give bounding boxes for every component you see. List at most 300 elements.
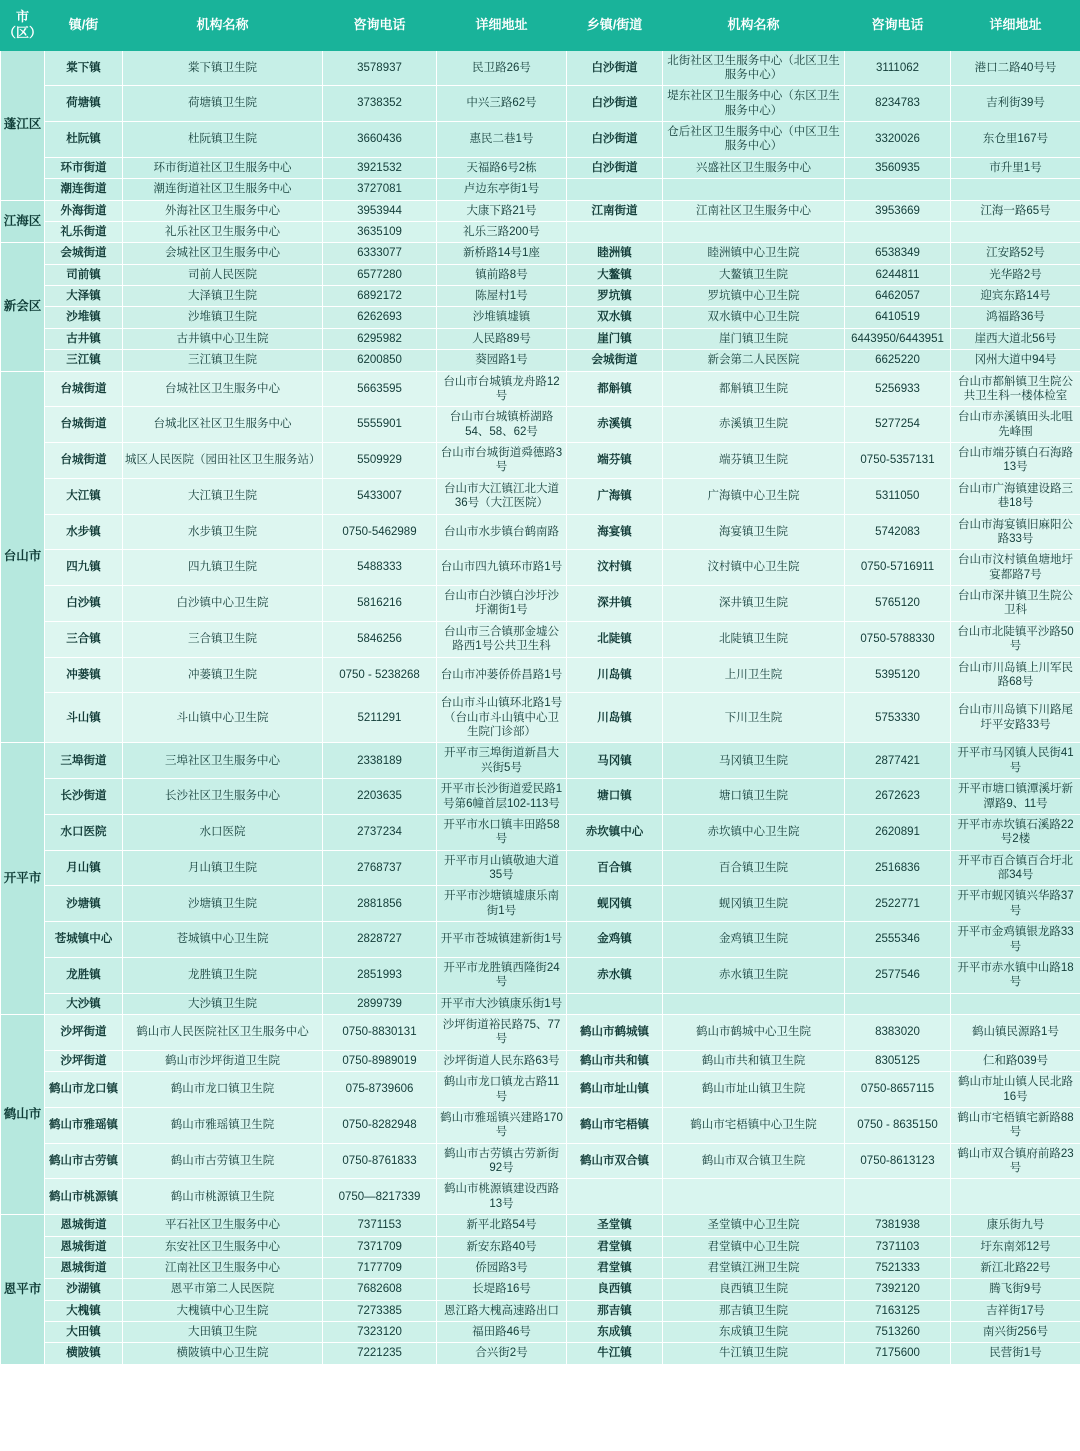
cell-address-left: 人民路89号 [437,328,567,349]
table-body [1,50,1080,1364]
cell-town-right: 江南街道 [567,200,663,221]
cell-address-right: 台山市川岛镇下川路尾圩平安路33号 [951,693,1080,743]
cell-phone-right: 5765120 [845,586,951,622]
header-institution-right: 机构名称 [663,1,845,51]
cell-address-left: 沙堆镇墟镇 [437,307,567,328]
cell-town-right: 塘口镇 [567,779,663,815]
cell-institution-right: 赤坎镇中心卫生院 [663,814,845,850]
cell-institution-left: 大槐镇中心卫生院 [123,1300,323,1321]
cell-town-left: 鹤山市雅瑶镇 [45,1107,123,1143]
cell-town-right: 川岛镇 [567,657,663,693]
cell-address-right: 开平市塘口镇潭溪圩新潭路9、11号 [951,779,1080,815]
cell-town-right: 双水镇 [567,307,663,328]
cell-phone-left: 5663595 [323,371,437,407]
cell-town-left: 台城街道 [45,407,123,443]
cell-institution-left: 沙塘镇卫生院 [123,886,323,922]
cell-phone-left: 2737234 [323,814,437,850]
cell-institution-left: 潮连街道社区卫生服务中心 [123,179,323,200]
cell-address-left: 民卫路26号 [437,50,567,86]
cell-address-left: 开平市苍城镇建新街1号 [437,922,567,958]
table-row [1,1072,1080,1108]
table-row [1,478,1080,514]
cell-town-left: 荷塘镇 [45,86,123,122]
cell-phone-right [845,179,951,200]
cell-town-left: 白沙镇 [45,586,123,622]
header-phone-right: 咨询电话 [845,1,951,51]
cell-address-left: 新安东路40号 [437,1236,567,1257]
cell-town-left: 环市街道 [45,157,123,178]
cell-institution-left: 龙胜镇卫生院 [123,957,323,993]
cell-phone-left: 7177709 [323,1257,437,1278]
cell-address-right: 鹤山镇民源路1号 [951,1015,1080,1051]
cell-address-left: 鹤山市雅瑶镇兴建路170号 [437,1107,567,1143]
cell-phone-right: 5277254 [845,407,951,443]
cell-institution-left: 礼乐社区卫生服务中心 [123,221,323,242]
cell-address-left: 台山市四九镇环市路1号 [437,550,567,586]
cell-phone-right [845,1179,951,1215]
cell-address-right: 迎宾东路14号 [951,286,1080,307]
cell-town-right: 罗坑镇 [567,286,663,307]
cell-town-left: 潮连街道 [45,179,123,200]
table-row [1,328,1080,349]
cell-town-right: 深井镇 [567,586,663,622]
cell-phone-right: 3320026 [845,122,951,158]
cell-institution-left: 斗山镇中心卫生院 [123,693,323,743]
cell-phone-right: 7513260 [845,1322,951,1343]
table-row [1,514,1080,550]
cell-town-left: 台城街道 [45,371,123,407]
region-cell: 开平市 [1,743,45,1015]
cell-phone-right: 7392120 [845,1279,951,1300]
cell-address-left: 惠民二巷1号 [437,122,567,158]
cell-town-right [567,221,663,242]
cell-town-left: 沙坪街道 [45,1015,123,1051]
header-city: 市（区） [1,1,45,51]
cell-institution-right: 兴盛社区卫生服务中心 [663,157,845,178]
cell-address-left: 新桥路14号1座 [437,243,567,264]
header-address-right: 详细地址 [951,1,1080,51]
cell-institution-right: 堤东社区卫生服务中心（东区卫生服务中心） [663,86,845,122]
cell-institution-left: 江南社区卫生服务中心 [123,1257,323,1278]
cell-address-right: 冈州大道中94号 [951,350,1080,371]
table-row [1,1215,1080,1236]
cell-address-right: 南兴街256号 [951,1322,1080,1343]
cell-address-right: 开平市赤水镇中山路18号 [951,957,1080,993]
cell-phone-left: 7323120 [323,1322,437,1343]
table-row [1,179,1080,200]
cell-address-left: 合兴街2号 [437,1343,567,1364]
table-row [1,743,1080,779]
cell-institution-left: 月山镇卫生院 [123,850,323,886]
cell-institution-left: 三合镇卫生院 [123,621,323,657]
table-row [1,264,1080,285]
cell-phone-left: 7371153 [323,1215,437,1236]
cell-phone-left: 2899739 [323,993,437,1014]
cell-phone-left: 6200850 [323,350,437,371]
cell-address-right: 江海一路65号 [951,200,1080,221]
cell-town-left: 水口医院 [45,814,123,850]
cell-address-left: 大康下路21号 [437,200,567,221]
cell-address-right: 吉祥街17号 [951,1300,1080,1321]
cell-institution-right: 仓后社区卫生服务中心（中区卫生服务中心） [663,122,845,158]
cell-phone-left: 2851993 [323,957,437,993]
cell-town-right: 圣堂镇 [567,1215,663,1236]
cell-institution-left: 鹤山市龙口镇卫生院 [123,1072,323,1108]
cell-town-right: 广海镇 [567,478,663,514]
cell-phone-right: 5256933 [845,371,951,407]
cell-town-right: 会城街道 [567,350,663,371]
cell-town-left: 外海街道 [45,200,123,221]
region-cell: 新会区 [1,243,45,371]
cell-phone-left: 2828727 [323,922,437,958]
cell-phone-left: 7221235 [323,1343,437,1364]
cell-address-left: 鹤山市龙口镇龙古路11号 [437,1072,567,1108]
cell-institution-right: 双水镇中心卫生院 [663,307,845,328]
cell-phone-right: 2620891 [845,814,951,850]
cell-town-right: 牛江镇 [567,1343,663,1364]
header-institution-left: 机构名称 [123,1,323,51]
cell-address-left: 鹤山市桃源镇建设西路13号 [437,1179,567,1215]
table-row [1,371,1080,407]
cell-address-left: 天福路6号2栋 [437,157,567,178]
table-row [1,350,1080,371]
cell-town-left: 鹤山市古劳镇 [45,1143,123,1179]
cell-phone-right: 5311050 [845,478,951,514]
cell-phone-right: 2577546 [845,957,951,993]
cell-institution-right: 鹤山市址山镇卫生院 [663,1072,845,1108]
cell-phone-left: 0750-8282948 [323,1107,437,1143]
cell-institution-left: 台城社区卫生服务中心 [123,371,323,407]
cell-town-left: 司前镇 [45,264,123,285]
cell-address-left: 福田路46号 [437,1322,567,1343]
cell-phone-left: 6262693 [323,307,437,328]
cell-phone-left: 0750—8217339 [323,1179,437,1215]
cell-town-left: 水步镇 [45,514,123,550]
cell-institution-right: 塘口镇卫生院 [663,779,845,815]
cell-institution-right [663,221,845,242]
cell-town-right: 鹤山市址山镇 [567,1072,663,1108]
cell-town-right: 马冈镇 [567,743,663,779]
cell-town-right: 都斛镇 [567,371,663,407]
cell-institution-left: 三埠社区卫生服务中心 [123,743,323,779]
cell-institution-left: 东安社区卫生服务中心 [123,1236,323,1257]
cell-town-right: 东成镇 [567,1322,663,1343]
region-cell: 江海区 [1,200,45,243]
cell-institution-left: 棠下镇卫生院 [123,50,323,86]
cell-address-left: 开平市长沙街道爱民路1号第6幢首层102-113号 [437,779,567,815]
cell-address-left: 开平市大沙镇康乐街1号 [437,993,567,1014]
cell-address-left: 台山市三合镇那金墟公路西1号公共卫生科 [437,621,567,657]
cell-town-right: 君堂镇 [567,1257,663,1278]
cell-institution-left: 荷塘镇卫生院 [123,86,323,122]
table-row [1,779,1080,815]
table-row [1,1236,1080,1257]
cell-town-left: 会城街道 [45,243,123,264]
cell-phone-right [845,993,951,1014]
cell-institution-right: 大鳌镇卫生院 [663,264,845,285]
cell-town-right [567,1179,663,1215]
cell-institution-left: 大田镇卫生院 [123,1322,323,1343]
table-row [1,407,1080,443]
cell-town-left: 鹤山市龙口镇 [45,1072,123,1108]
cell-town-right [567,179,663,200]
cell-address-left: 台山市斗山镇环北路1号（台山市斗山镇中心卫生院门诊部） [437,693,567,743]
cell-institution-left: 鹤山市雅瑶镇卫生院 [123,1107,323,1143]
table-row [1,157,1080,178]
cell-town-right: 白沙街道 [567,122,663,158]
cell-phone-right: 2555346 [845,922,951,958]
cell-institution-right: 深井镇卫生院 [663,586,845,622]
cell-institution-right: 赤水镇卫生院 [663,957,845,993]
cell-institution-right: 汶村镇中心卫生院 [663,550,845,586]
cell-phone-left: 5211291 [323,693,437,743]
cell-phone-left: 6892172 [323,286,437,307]
cell-phone-left: 2881856 [323,886,437,922]
cell-address-right: 康乐街九号 [951,1215,1080,1236]
cell-address-right: 鹤山市址山镇人民北路16号 [951,1072,1080,1108]
cell-town-right: 睦洲镇 [567,243,663,264]
cell-institution-left: 水步镇卫生院 [123,514,323,550]
cell-address-left: 镇前路8号 [437,264,567,285]
cell-town-right: 白沙街道 [567,157,663,178]
cell-address-left: 台山市水步镇台鹤南路 [437,514,567,550]
cell-phone-left: 0750-5462989 [323,514,437,550]
cell-town-right: 鹤山市共和镇 [567,1050,663,1071]
cell-town-right: 白沙街道 [567,86,663,122]
cell-institution-right: 良西镇卫生院 [663,1279,845,1300]
cell-institution-right: 睦洲镇中心卫生院 [663,243,845,264]
cell-address-right: 鸿福路36号 [951,307,1080,328]
table-row [1,1279,1080,1300]
cell-institution-left: 鹤山市古劳镇卫生院 [123,1143,323,1179]
table-row [1,122,1080,158]
table-row [1,922,1080,958]
cell-town-right: 良西镇 [567,1279,663,1300]
cell-address-right: 台山市深井镇卫生院公卫科 [951,586,1080,622]
cell-institution-right: 赤溪镇卫生院 [663,407,845,443]
cell-phone-right: 8383020 [845,1015,951,1051]
cell-address-left: 台山市冲蒌侨侨昌路1号 [437,657,567,693]
cell-institution-right: 金鸡镇卫生院 [663,922,845,958]
cell-town-left: 沙塘镇 [45,886,123,922]
cell-institution-left: 三江镇卫生院 [123,350,323,371]
cell-phone-right: 2672623 [845,779,951,815]
table-row [1,621,1080,657]
cell-institution-right [663,1179,845,1215]
cell-address-left: 中兴三路62号 [437,86,567,122]
cell-phone-right: 5753330 [845,693,951,743]
cell-phone-left: 075-8739606 [323,1072,437,1108]
cell-phone-left: 3660436 [323,122,437,158]
cell-address-left: 开平市月山镇敬迪大道35号 [437,850,567,886]
cell-address-left: 台山市大江镇江北大道36号（大江医院） [437,478,567,514]
cell-institution-right: 广海镇中心卫生院 [663,478,845,514]
cell-address-left: 鹤山市古劳镇古劳新街92号 [437,1143,567,1179]
cell-institution-left: 台城北区社区卫生服务中心 [123,407,323,443]
cell-phone-right: 6625220 [845,350,951,371]
cell-phone-right: 0750-5788330 [845,621,951,657]
table-row [1,50,1080,86]
cell-phone-right: 0750-5357131 [845,443,951,479]
cell-town-left: 三合镇 [45,621,123,657]
cell-town-left: 恩城街道 [45,1215,123,1236]
cell-address-right [951,221,1080,242]
cell-phone-right: 6443950/6443951 [845,328,951,349]
cell-institution-right: 马冈镇卫生院 [663,743,845,779]
cell-town-left: 大泽镇 [45,286,123,307]
cell-town-right: 鹤山市双合镇 [567,1143,663,1179]
cell-institution-left: 城区人民医院（园田社区卫生服务站） [123,443,323,479]
cell-phone-right: 7521333 [845,1257,951,1278]
cell-town-left: 大江镇 [45,478,123,514]
cell-institution-right: 百合镇卫生院 [663,850,845,886]
cell-town-left: 杜阮镇 [45,122,123,158]
table-row [1,993,1080,1014]
cell-phone-right: 8305125 [845,1050,951,1071]
cell-institution-left: 平石社区卫生服务中心 [123,1215,323,1236]
cell-town-left: 苍城镇中心 [45,922,123,958]
cell-phone-left: 5488333 [323,550,437,586]
cell-institution-right: 君堂镇中心卫生院 [663,1236,845,1257]
cell-town-right: 赤坎镇中心 [567,814,663,850]
cell-phone-left: 3921532 [323,157,437,178]
cell-phone-left: 3727081 [323,179,437,200]
cell-address-left: 恩江路大槐高速路出口 [437,1300,567,1321]
header-town-right: 乡镇/街道 [567,1,663,51]
cell-address-right: 台山市都斛镇卫生院公共卫生科一楼体检室 [951,371,1080,407]
cell-institution-left: 四九镇卫生院 [123,550,323,586]
cell-address-left: 侨园路3号 [437,1257,567,1278]
cell-address-left: 卢边东亭街1号 [437,179,567,200]
table-row [1,307,1080,328]
table-row [1,814,1080,850]
cell-address-right: 新江北路22号 [951,1257,1080,1278]
table-row [1,1015,1080,1051]
cell-town-left: 沙堆镇 [45,307,123,328]
cell-phone-right: 0750-5716911 [845,550,951,586]
cell-address-left: 沙坪街道人民东路63号 [437,1050,567,1071]
cell-town-left: 大田镇 [45,1322,123,1343]
table-header-row [1,1,1080,51]
cell-institution-left: 会城社区卫生服务中心 [123,243,323,264]
cell-phone-right: 3111062 [845,50,951,86]
cell-town-left: 棠下镇 [45,50,123,86]
cell-address-left: 开平市龙胜镇西隆街24号 [437,957,567,993]
cell-phone-right: 8234783 [845,86,951,122]
cell-phone-left: 0750-8761833 [323,1143,437,1179]
cell-institution-right: 鹤山市双合镇卫生院 [663,1143,845,1179]
cell-institution-right: 圣堂镇中心卫生院 [663,1215,845,1236]
cell-town-right [567,993,663,1014]
table-row [1,550,1080,586]
table-row [1,1322,1080,1343]
cell-address-right: 鹤山市宅梧镇宅新路88号 [951,1107,1080,1143]
cell-address-left: 台山市台城街道舜德路3号 [437,443,567,479]
table-row [1,1050,1080,1071]
cell-phone-left: 0750-8989019 [323,1050,437,1071]
table-row [1,1143,1080,1179]
region-cell: 鹤山市 [1,1015,45,1215]
cell-address-left: 新平北路54号 [437,1215,567,1236]
cell-address-right: 台山市海宴镇旧麻阳公路33号 [951,514,1080,550]
cell-institution-right: 鹤山市共和镇卫生院 [663,1050,845,1071]
cell-town-left: 三埠街道 [45,743,123,779]
cell-institution-right: 君堂镇江洲卫生院 [663,1257,845,1278]
header-phone-left: 咨询电话 [323,1,437,51]
cell-address-left: 沙坪街道裕民路75、77号 [437,1015,567,1051]
cell-institution-left: 鹤山市桃源镇卫生院 [123,1179,323,1215]
cell-town-left: 长沙街道 [45,779,123,815]
table-row [1,850,1080,886]
cell-institution-left: 司前人民医院 [123,264,323,285]
cell-town-right: 赤水镇 [567,957,663,993]
cell-address-left: 开平市三埠街道新昌大兴街5号 [437,743,567,779]
table-row [1,586,1080,622]
cell-town-left: 四九镇 [45,550,123,586]
cell-town-left: 恩城街道 [45,1257,123,1278]
table-row [1,957,1080,993]
cell-address-left: 葵园路1号 [437,350,567,371]
cell-town-right: 鹤山市宅梧镇 [567,1107,663,1143]
cell-town-right: 百合镇 [567,850,663,886]
cell-institution-left: 外海社区卫生服务中心 [123,200,323,221]
cell-phone-right: 3560935 [845,157,951,178]
cell-town-left: 大沙镇 [45,993,123,1014]
table-row [1,1257,1080,1278]
header-address-left: 详细地址 [437,1,567,51]
cell-phone-left: 6333077 [323,243,437,264]
cell-address-left: 台山市台城镇桥湖路54、58、62号 [437,407,567,443]
cell-address-right: 开平市百合镇百合圩北部34号 [951,850,1080,886]
cell-institution-right: 牛江镇卫生院 [663,1343,845,1364]
cell-institution-right: 端芬镇卫生院 [663,443,845,479]
cell-phone-right: 6538349 [845,243,951,264]
cell-institution-left: 环市街道社区卫生服务中心 [123,157,323,178]
cell-phone-left: 7682608 [323,1279,437,1300]
cell-address-right: 港口二路40号号 [951,50,1080,86]
cell-address-left: 台山市白沙镇白沙圩沙圩潮街1号 [437,586,567,622]
cell-address-right: 民营街1号 [951,1343,1080,1364]
cell-phone-right: 6462057 [845,286,951,307]
cell-institution-left: 鹤山市沙坪街道卫生院 [123,1050,323,1071]
table-row [1,1343,1080,1364]
cell-address-right [951,1179,1080,1215]
cell-town-left: 沙坪街道 [45,1050,123,1071]
cell-phone-right: 0750 - 8635150 [845,1107,951,1143]
cell-phone-right: 2877421 [845,743,951,779]
cell-address-right: 崖西大道北56号 [951,328,1080,349]
cell-address-right [951,993,1080,1014]
cell-address-right: 开平市蚬冈镇兴华路37号 [951,886,1080,922]
cell-institution-left: 横陂镇中心卫生院 [123,1343,323,1364]
cell-address-left: 礼乐三路200号 [437,221,567,242]
cell-institution-right: 罗坑镇中心卫生院 [663,286,845,307]
cell-town-right: 那吉镇 [567,1300,663,1321]
cell-phone-left: 5509929 [323,443,437,479]
cell-address-right: 开平市马冈镇人民街41号 [951,743,1080,779]
cell-institution-left: 杜阮镇卫生院 [123,122,323,158]
cell-institution-right: 鹤山市鹤城中心卫生院 [663,1015,845,1051]
table-row [1,1107,1080,1143]
cell-town-right: 金鸡镇 [567,922,663,958]
cell-phone-left: 2338189 [323,743,437,779]
cell-address-right: 腾飞街9号 [951,1279,1080,1300]
cell-town-left: 沙湖镇 [45,1279,123,1300]
cell-institution-right: 东成镇卫生院 [663,1322,845,1343]
cell-address-right: 江安路52号 [951,243,1080,264]
header-town-left: 镇/街 [45,1,123,51]
cell-phone-left: 3635109 [323,221,437,242]
